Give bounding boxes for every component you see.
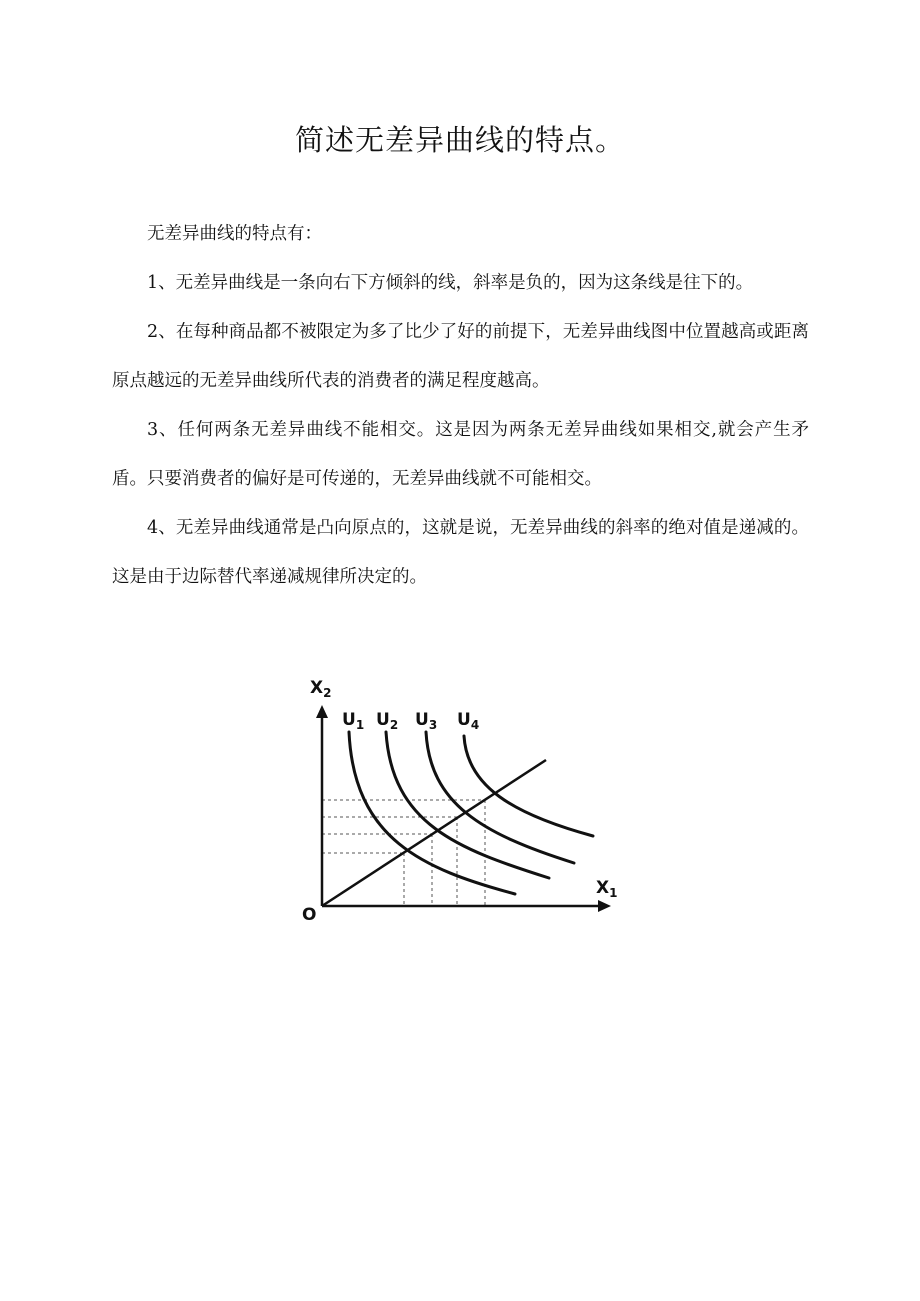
x-axis-label: $X_1$ (596, 878, 618, 900)
intro-paragraph: 无差异曲线的特点有： (147, 224, 322, 244)
point-2-paragraph: 2、在每种商品都不被限定为多了比少了好的前提下，无差异曲线图中位置越高或距离原点越远的无差异曲线所代表的消费者的满足程度越高。 (112, 322, 809, 391)
point-4-paragraph: 4、无差异曲线通常是凸向原点的，这就是说，无差异曲线的斜率的绝对值是递减的。这是由于边际替代率递减规律所决定的。 (112, 518, 809, 587)
y-axis-label: $X_2$ (310, 678, 332, 700)
document-title: 简述无差异曲线的特点。 (294, 123, 625, 157)
curve-label-u3: $U_3$ (415, 710, 438, 732)
curve-u4 (464, 736, 593, 836)
y-axis-arrow (316, 705, 328, 718)
curve-u1 (349, 732, 515, 894)
curve-label-u1: $U_1$ (342, 710, 365, 732)
expansion-ray (322, 760, 546, 906)
origin-label: O (302, 905, 317, 925)
x-axis-arrow (598, 900, 611, 912)
indifference-curve-diagram (292, 674, 628, 930)
curve-label-u2: $U_2$ (376, 710, 399, 732)
point-1-paragraph: 1、无差异曲线是一条向右下方倾斜的线，斜率是负的，因为这条线是往下的。 (147, 273, 754, 293)
point-3-paragraph: 3、任何两条无差异曲线不能相交。这是因为两条无差异曲线如果相交,就会产生矛盾。只要消费者的偏好是可传递的，无差异曲线就不可能相交。 (112, 420, 809, 489)
indifference-curve-figure (292, 674, 628, 930)
document-body (112, 210, 809, 602)
curve-label-u4: $U_4$ (457, 710, 480, 732)
